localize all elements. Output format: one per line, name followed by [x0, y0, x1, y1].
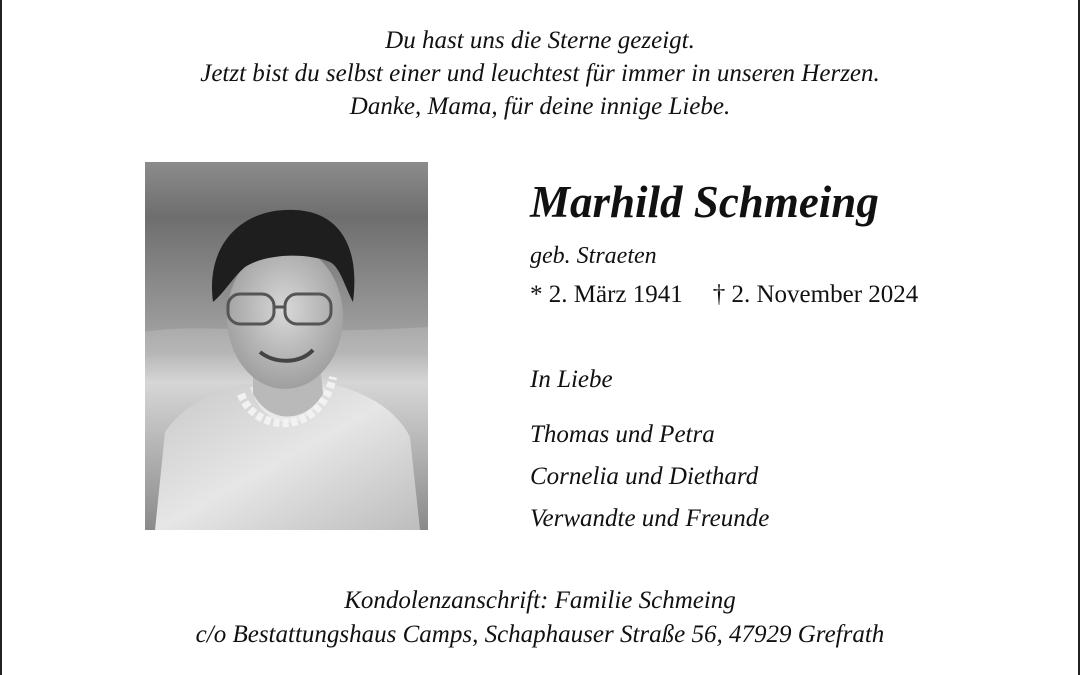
- mourner-line: Verwandte und Freunde: [530, 505, 770, 532]
- portrait-photo: [145, 162, 428, 530]
- birth-date: * 2. März 1941: [530, 281, 683, 308]
- birth-name: geb. Straeten: [530, 243, 657, 269]
- verse: [0, 24, 1080, 123]
- mourner-line: Thomas und Petra: [530, 421, 715, 448]
- portrait-illustration: [145, 162, 428, 530]
- address-line-2: c/o Bestattungshaus Camps, Schaphauser Straße 56, 47929 Grefrath: [195, 621, 885, 648]
- verse-line-3: Danke, Mama, für deine innige Liebe.: [349, 93, 731, 120]
- mourner-line: Cornelia und Diethard: [530, 463, 759, 490]
- life-dates: [530, 281, 918, 309]
- death-date: † 2. November 2024: [712, 281, 919, 308]
- condolence-address: [0, 584, 1080, 652]
- verse-line-2: Jetzt bist du selbst einer und leuchtest für immer in unseren Herzen.: [200, 60, 880, 87]
- mourners-list: [530, 414, 769, 540]
- verse-line-1: Du hast uns die Sterne gezeigt.: [385, 27, 695, 54]
- deceased-name: Marhild Schmeing: [530, 177, 879, 227]
- address-line-1: Kondolenzanschrift: Familie Schmeing: [344, 587, 736, 614]
- mourners-intro: In Liebe: [530, 366, 613, 393]
